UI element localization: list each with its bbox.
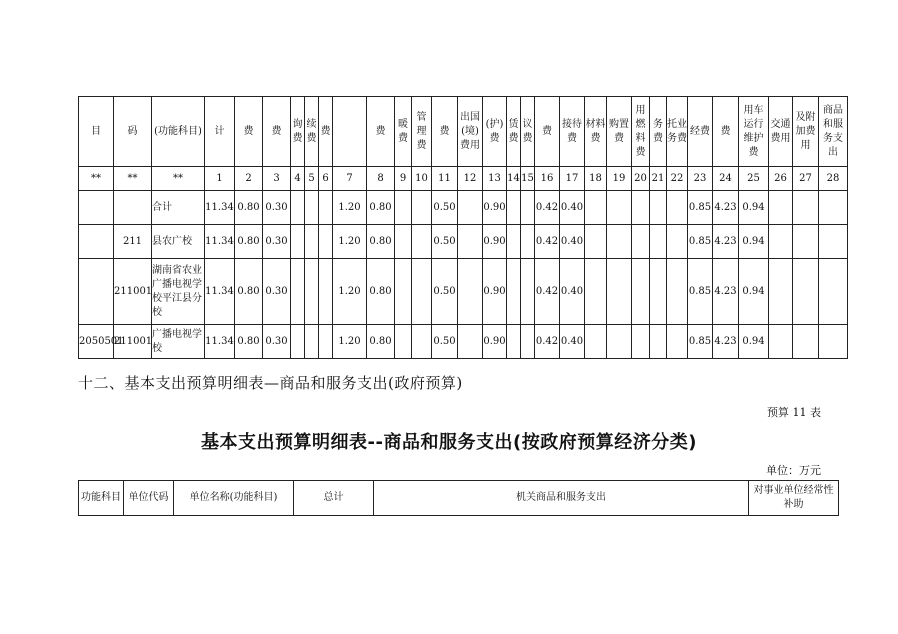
header-cell: 及附加费用 (793, 97, 819, 167)
table-cell: 19 (607, 167, 632, 191)
document-title: 基本支出预算明细表--商品和服务支出(按政府预算经济分类) (201, 432, 697, 453)
table-cell: 11.34 (205, 325, 235, 359)
table-cell (793, 325, 819, 359)
header-cell: 购置费 (607, 97, 632, 167)
table-cell (793, 259, 819, 325)
expense-detail-table-upper (78, 96, 848, 359)
header-cell: 功能科目 (79, 481, 124, 516)
table-cell (632, 259, 650, 325)
table-cell (395, 259, 412, 325)
table-cell: 0.42 (535, 325, 560, 359)
header-cell: 对事业单位经常性补助 (749, 481, 839, 516)
table-cell: 1.20 (333, 225, 367, 259)
table-cell: 6 (319, 167, 333, 191)
table-cell: 0.30 (263, 325, 291, 359)
table-cell (632, 325, 650, 359)
table-cell: 1.20 (333, 325, 367, 359)
table-cell (395, 225, 412, 259)
table-cell: 0.85 (688, 259, 713, 325)
table-cell (650, 191, 667, 225)
table-cell (521, 225, 535, 259)
table-cell: 合计 (152, 191, 205, 225)
table-cell: 23 (688, 167, 713, 191)
table-cell: 0.30 (263, 225, 291, 259)
table-cell (585, 259, 607, 325)
table-cell: 10 (412, 167, 432, 191)
table-cell (769, 325, 793, 359)
table-cell (305, 225, 319, 259)
table-cell: 0.94 (739, 225, 769, 259)
table-row (79, 259, 848, 325)
table-cell: 25 (739, 167, 769, 191)
header-cell: 用燃料费 (632, 97, 650, 167)
table-cell (319, 225, 333, 259)
header-cell: 托业务费 (667, 97, 688, 167)
table-cell (412, 191, 432, 225)
table-cell (291, 325, 305, 359)
table-cell (458, 259, 483, 325)
table-cell: 0.30 (263, 191, 291, 225)
header-cell: 总计 (294, 481, 374, 516)
table-cell (395, 325, 412, 359)
table-header-row (79, 97, 848, 167)
table-cell: 27 (793, 167, 819, 191)
header-cell: 费 (319, 97, 333, 167)
header-cell: 费 (432, 97, 458, 167)
table-cell (667, 325, 688, 359)
table-cell: 0.50 (432, 259, 458, 325)
table-cell: 1.20 (333, 259, 367, 325)
table-cell (412, 259, 432, 325)
table-cell: 0.42 (535, 259, 560, 325)
expense-detail-table-lower (78, 480, 839, 516)
header-cell: 单位名称(功能科目) (174, 481, 294, 516)
table-cell: 0.50 (432, 191, 458, 225)
table-cell (667, 259, 688, 325)
header-cell: 管理费 (412, 97, 432, 167)
table-cell (585, 191, 607, 225)
table-cell (650, 259, 667, 325)
table-cell: 0.85 (688, 225, 713, 259)
header-cell: 交通费用 (769, 97, 793, 167)
table-cell: 21 (650, 167, 667, 191)
table-cell: 广播电视学校 (152, 325, 205, 359)
table-cell: 26 (769, 167, 793, 191)
table-cell (507, 191, 521, 225)
table-cell: 0.40 (560, 259, 585, 325)
header-cell: 机关商品和服务支出 (374, 481, 749, 516)
table-cell (667, 191, 688, 225)
table-cell (79, 191, 114, 225)
table-cell: 0.80 (367, 259, 395, 325)
table-cell: 0.42 (535, 191, 560, 225)
table-cell (819, 259, 848, 325)
header-cell (333, 97, 367, 167)
table-cell (632, 191, 650, 225)
table-cell (507, 225, 521, 259)
table-cell (632, 225, 650, 259)
table-cell: 28 (819, 167, 848, 191)
header-cell: 用车运行维护费 (739, 97, 769, 167)
header-cell: 接待费 (560, 97, 585, 167)
table-cell (79, 225, 114, 259)
table-cell: 24 (713, 167, 739, 191)
table-cell: 0.80 (367, 325, 395, 359)
table-cell (521, 191, 535, 225)
table-cell (412, 225, 432, 259)
table-cell (412, 325, 432, 359)
header-cell: 单位代码 (124, 481, 174, 516)
column-number-row (79, 167, 848, 191)
table-cell: 5 (305, 167, 319, 191)
header-cell: 询费 (291, 97, 305, 167)
table-cell: 0.90 (483, 259, 507, 325)
header-cell: 码 (114, 97, 152, 167)
section-heading: 十二、基本支出预算明细表—商品和服务支出(政府预算) (78, 374, 463, 392)
table-cell: 22 (667, 167, 688, 191)
table-cell: 0.90 (483, 325, 507, 359)
header-cell: 出国(境)费用 (458, 97, 483, 167)
table-cell (607, 191, 632, 225)
unit-label: 单位：万元 (766, 464, 821, 477)
table-cell (458, 325, 483, 359)
table-cell: 211001 (114, 259, 152, 325)
table-cell (769, 225, 793, 259)
table-cell (305, 259, 319, 325)
table-cell (521, 325, 535, 359)
table-cell: 14 (507, 167, 521, 191)
table-cell: 0.30 (263, 259, 291, 325)
table-cell (585, 225, 607, 259)
header-cell: 费 (713, 97, 739, 167)
table-cell (667, 225, 688, 259)
table-cell: 1 (205, 167, 235, 191)
header-cell: 费 (367, 97, 395, 167)
table-cell (291, 225, 305, 259)
table-cell (291, 191, 305, 225)
table-cell: 0.50 (432, 225, 458, 259)
table-cell: 0.42 (535, 225, 560, 259)
table-cell: 0.94 (739, 191, 769, 225)
header-cell: 赁费 (507, 97, 521, 167)
table-cell: 11 (432, 167, 458, 191)
table-cell: 13 (483, 167, 507, 191)
header-cell: (功能科目) (152, 97, 205, 167)
table-cell (819, 325, 848, 359)
table-cell: 211 (114, 225, 152, 259)
table-cell (319, 191, 333, 225)
table-cell: 17 (560, 167, 585, 191)
table-cell: 0.50 (432, 325, 458, 359)
table-cell: 0.40 (560, 325, 585, 359)
table-cell: 16 (535, 167, 560, 191)
table-cell: 20 (632, 167, 650, 191)
table-cell: ** (79, 167, 114, 191)
table-cell (607, 225, 632, 259)
table-cell: 4.23 (713, 225, 739, 259)
table-cell: 0.80 (367, 225, 395, 259)
header-cell: 务费 (650, 97, 667, 167)
table-cell: 0.80 (367, 191, 395, 225)
table-cell (305, 191, 319, 225)
table-cell (769, 259, 793, 325)
table-cell: 0.94 (739, 325, 769, 359)
table-cell: 0.85 (688, 191, 713, 225)
table-row (79, 225, 848, 259)
table-cell: ** (152, 167, 205, 191)
table-cell (319, 325, 333, 359)
header-cell: 计 (205, 97, 235, 167)
table-cell: 15 (521, 167, 535, 191)
table-cell (769, 191, 793, 225)
table-cell (819, 191, 848, 225)
header-cell: 费 (535, 97, 560, 167)
table-cell: 4.23 (713, 325, 739, 359)
table-cell: 8 (367, 167, 395, 191)
table-cell (305, 325, 319, 359)
table-cell: 4.23 (713, 259, 739, 325)
table-cell (607, 325, 632, 359)
table-cell (650, 225, 667, 259)
table-cell (793, 191, 819, 225)
table-cell (79, 259, 114, 325)
table-cell: ** (114, 167, 152, 191)
table-cell (819, 225, 848, 259)
table-cell: 7 (333, 167, 367, 191)
table-cell: 0.85 (688, 325, 713, 359)
table-cell (114, 191, 152, 225)
table-cell (585, 325, 607, 359)
table-code-label: 预算 11 表 (767, 406, 821, 419)
table-row (79, 191, 848, 225)
table-cell: 18 (585, 167, 607, 191)
table-cell: 0.80 (235, 325, 263, 359)
table-cell: 9 (395, 167, 412, 191)
table-cell: 0.90 (483, 225, 507, 259)
table-cell: 1.20 (333, 191, 367, 225)
table-cell: 0.40 (560, 191, 585, 225)
table-cell: 4 (291, 167, 305, 191)
table-cell: 湖南省农业广播电视学校平江县分校 (152, 259, 205, 325)
header-cell: 商品和服务支出 (819, 97, 848, 167)
table-cell: 12 (458, 167, 483, 191)
table-cell: 0.80 (235, 225, 263, 259)
table-row (79, 325, 848, 359)
table-cell: 3 (263, 167, 291, 191)
table-cell (458, 225, 483, 259)
table-cell: 0.80 (235, 259, 263, 325)
table-cell: 县农广校 (152, 225, 205, 259)
table-cell (395, 191, 412, 225)
table-cell: 0.40 (560, 225, 585, 259)
header-cell: 经费 (688, 97, 713, 167)
header-cell: 费 (235, 97, 263, 167)
table-cell: 11.34 (205, 259, 235, 325)
table-cell: 0.90 (483, 191, 507, 225)
header-cell: 议费 (521, 97, 535, 167)
table-cell: 11.34 (205, 191, 235, 225)
header-cell: 续费 (305, 97, 319, 167)
header-cell: 材料费 (585, 97, 607, 167)
table-cell: 2 (235, 167, 263, 191)
table-cell (507, 259, 521, 325)
header-cell: 暖费 (395, 97, 412, 167)
table-cell: 0.94 (739, 259, 769, 325)
table-cell: 2050501 (79, 325, 114, 359)
table-cell: 4.23 (713, 191, 739, 225)
header-cell: 目 (79, 97, 114, 167)
header-cell: (护)费 (483, 97, 507, 167)
table-cell: 0.80 (235, 191, 263, 225)
table-cell (507, 325, 521, 359)
header-cell: 费 (263, 97, 291, 167)
table-cell (793, 225, 819, 259)
table-cell (458, 191, 483, 225)
table-cell (521, 259, 535, 325)
table-cell (650, 325, 667, 359)
table-cell: 11.34 (205, 225, 235, 259)
table-header-row (79, 481, 839, 516)
table-cell (607, 259, 632, 325)
table-cell: 211001 (114, 325, 152, 359)
table-cell (319, 259, 333, 325)
table-cell (291, 259, 305, 325)
